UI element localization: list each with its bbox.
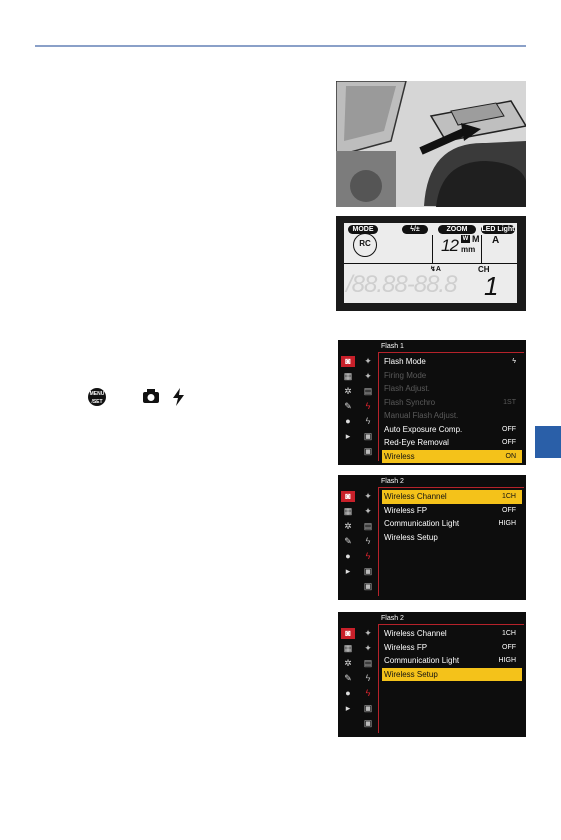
- menu-item-label: Wireless FP: [384, 642, 428, 652]
- flash-comp-label: ±: [415, 226, 420, 233]
- lcd-zoom-pill: ZOOM: [438, 225, 476, 234]
- flash-comp-icon: ϟ/: [410, 226, 416, 233]
- lcd-screen: [344, 223, 517, 303]
- custom-menu-icon[interactable]: ✲: [344, 658, 352, 668]
- page-icon[interactable]: ▣: [363, 431, 373, 441]
- menu-set-label: MENU /SET: [89, 391, 105, 405]
- menu-item-communication-light[interactable]: [382, 654, 522, 668]
- page-icon[interactable]: ▣: [363, 566, 373, 576]
- page-icon[interactable]: ✦: [364, 491, 372, 501]
- menu-item-wireless[interactable]: [382, 450, 522, 464]
- page-icon[interactable]: ▣: [363, 703, 373, 713]
- menu-item-communication-light[interactable]: [382, 517, 522, 531]
- menu-category-column: [338, 491, 356, 581]
- menu-title: Flash 1: [381, 343, 404, 350]
- menu-item-label: Auto Exposure Comp.: [384, 424, 463, 434]
- flash-shoe-illustration: [336, 81, 526, 207]
- menu-item-value: OFF: [502, 643, 516, 651]
- playback-menu-icon[interactable]: ▸: [345, 431, 351, 441]
- lcd-divider: [481, 235, 482, 263]
- menu-item-wireless-setup[interactable]: [382, 531, 522, 545]
- menu-item-flash-adjust[interactable]: [382, 382, 522, 396]
- menu-rows: [382, 627, 522, 681]
- menu-title: Flash 2: [381, 615, 404, 622]
- lcd-flash-comp-pill: [402, 225, 428, 234]
- menu-vline: [378, 624, 379, 733]
- page-icon[interactable]: ▤: [363, 521, 373, 531]
- menu-item-value: 1ST: [503, 398, 516, 406]
- menu-flash-2-channel: [338, 475, 526, 600]
- menu-item-flash-synchro[interactable]: [382, 396, 522, 410]
- menu-category-column: [338, 356, 356, 446]
- menu-item-value: ON: [505, 452, 516, 460]
- flash-lcd-panel: [336, 216, 526, 311]
- setup-menu-icon[interactable]: ✎: [344, 536, 352, 546]
- page-icon[interactable]: ✦: [364, 371, 372, 381]
- menu-item-wireless-channel[interactable]: [382, 490, 522, 504]
- menu-title-rule: [378, 487, 524, 488]
- my-menu-icon[interactable]: ●: [345, 551, 351, 561]
- custom-menu-icon[interactable]: ✲: [344, 521, 352, 531]
- page-icon[interactable]: ✦: [364, 643, 372, 653]
- menu-item-label: Flash Synchro: [384, 397, 436, 407]
- menu-item-red-eye-removal[interactable]: [382, 436, 522, 450]
- menu-category-column: [338, 628, 356, 718]
- menu-item-value: HIGH: [498, 657, 516, 664]
- video-menu-icon[interactable]: ▦: [343, 643, 353, 653]
- menu-rows: [382, 355, 522, 463]
- flash-icon: [172, 388, 186, 408]
- menu-item-label: Communication Light: [384, 656, 460, 665]
- photo-menu-icon[interactable]: ◙: [341, 628, 355, 639]
- custom-menu-icon[interactable]: ✲: [344, 386, 352, 396]
- my-menu-icon[interactable]: ●: [345, 688, 351, 698]
- page-icon[interactable]: ▣: [363, 718, 373, 728]
- lcd-ghost-digits: /88.88-88.8: [346, 271, 457, 298]
- menu-item-label: Red-Eye Removal: [384, 438, 449, 447]
- page-icon[interactable]: ▣: [363, 446, 373, 456]
- flash-page-icon[interactable]: ϟ: [365, 401, 371, 411]
- lcd-led-value: A: [492, 235, 500, 246]
- menu-item-flash-mode[interactable]: [382, 355, 522, 369]
- camera-icon: [142, 388, 160, 408]
- menu-item-wireless-fp[interactable]: [382, 504, 522, 518]
- my-menu-icon[interactable]: ●: [345, 416, 351, 426]
- menu-page-column: [360, 356, 376, 461]
- setup-menu-icon[interactable]: ✎: [344, 401, 352, 411]
- menu-title-rule: [378, 624, 524, 625]
- menu-item-wireless-fp[interactable]: [382, 641, 522, 655]
- flash-page-icon[interactable]: ϟ: [365, 536, 371, 546]
- lcd-led-pill: LED Light: [481, 226, 515, 233]
- menu-title: Flash 2: [381, 478, 404, 485]
- flash-page-icon[interactable]: ϟ: [365, 673, 371, 683]
- lcd-zoom-m: M: [472, 234, 480, 244]
- lcd-zoom-unit: mm: [461, 245, 476, 254]
- menu-item-label: Wireless Channel: [384, 492, 447, 501]
- menu-vline: [378, 352, 379, 461]
- header-rule: [35, 45, 526, 47]
- menu-flash-2-setup: [338, 612, 526, 737]
- lcd-divider: [432, 235, 433, 263]
- lcd-ch-value: 1: [484, 271, 499, 301]
- chapter-tab: [535, 426, 561, 458]
- page-icon[interactable]: ✦: [364, 356, 372, 366]
- menu-item-label: Flash Mode: [384, 357, 426, 366]
- page-icon[interactable]: ▣: [363, 581, 373, 591]
- menu-item-label: Communication Light: [384, 519, 460, 528]
- menu-item-label: Wireless Channel: [384, 629, 447, 638]
- sync-icon: ↯: [430, 266, 436, 273]
- menu-item-value: ϟ: [512, 358, 516, 365]
- flash-page-icon[interactable]: ϟ: [365, 551, 371, 561]
- menu-title-rule: [378, 352, 524, 353]
- menu-item-auto-exposure-comp[interactable]: [382, 423, 522, 437]
- lcd-hline: [344, 263, 517, 264]
- menu-item-value: 1CH: [501, 493, 516, 500]
- menu-rows: [382, 490, 522, 544]
- page-icon[interactable]: ▤: [363, 658, 373, 668]
- video-menu-icon[interactable]: ▦: [343, 371, 353, 381]
- lcd-zoom-value: 12: [441, 236, 458, 255]
- menu-set-icon: [88, 388, 106, 406]
- lcd-ch-label: CH: [478, 265, 490, 274]
- menu-item-label: Firing Mode: [384, 370, 427, 380]
- menu-item-value: HIGH: [498, 520, 516, 527]
- menu-item-firing-mode[interactable]: [382, 369, 522, 383]
- menu-item-manual-flash-adjust[interactable]: [382, 409, 522, 423]
- menu-page-column: [360, 491, 376, 596]
- page-icon[interactable]: ▤: [363, 386, 373, 396]
- menu-item-wireless-setup[interactable]: [382, 668, 522, 682]
- playback-menu-icon[interactable]: ▸: [345, 566, 351, 576]
- flash-page-icon[interactable]: ϟ: [365, 688, 371, 698]
- photo-menu-icon[interactable]: ◙: [341, 356, 355, 367]
- page-icon[interactable]: ✦: [364, 628, 372, 638]
- menu-item-value: 1CH: [501, 630, 516, 637]
- menu-item-label: Flash Adjust.: [384, 384, 430, 393]
- menu-item-label: Manual Flash Adjust.: [384, 411, 459, 420]
- page-icon[interactable]: ✦: [364, 506, 372, 516]
- photo-menu-icon[interactable]: ◙: [341, 491, 355, 502]
- menu-item-value: OFF: [502, 425, 516, 433]
- lcd-mode-value: RC: [359, 239, 371, 248]
- menu-flash-1: [338, 340, 526, 465]
- flash-page-icon[interactable]: ϟ: [365, 416, 371, 426]
- menu-item-value: OFF: [502, 439, 516, 446]
- lcd-mode-pill: MODE: [348, 225, 378, 234]
- lcd-zoom-w: W: [462, 236, 469, 242]
- menu-item-label: Wireless: [384, 451, 415, 461]
- menu-item-label: Wireless Setup: [384, 532, 438, 542]
- playback-menu-icon[interactable]: ▸: [345, 703, 351, 713]
- setup-menu-icon[interactable]: ✎: [344, 673, 352, 683]
- menu-vline: [378, 487, 379, 596]
- menu-page-column: [360, 628, 376, 733]
- menu-item-value: OFF: [502, 506, 516, 514]
- video-menu-icon[interactable]: ▦: [343, 506, 353, 516]
- flash-unit-photo: [336, 81, 526, 207]
- lcd-sync-label: A: [435, 266, 441, 273]
- menu-item-wireless-channel[interactable]: [382, 627, 522, 641]
- menu-item-label: Wireless Setup: [384, 669, 438, 679]
- menu-item-label: Wireless FP: [384, 505, 428, 515]
